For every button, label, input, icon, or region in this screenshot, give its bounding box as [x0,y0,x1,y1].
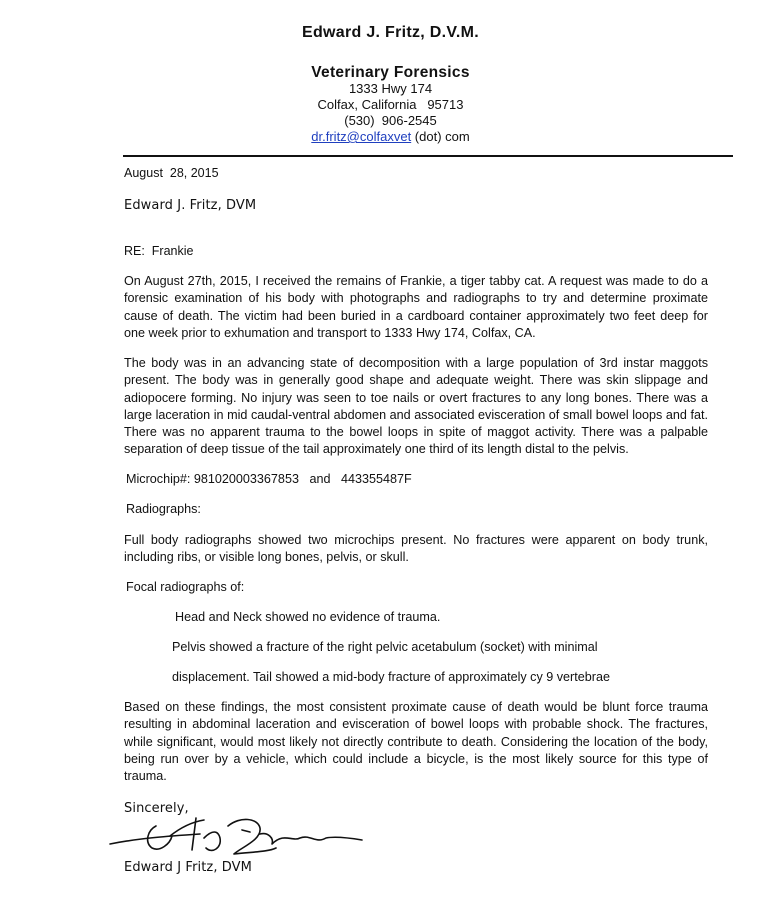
phone-number: (530) 906-2545 [344,113,437,128]
street-address: 1333 Hwy 174 [348,81,433,96]
radiographs-heading: Radiographs: [126,502,201,516]
conclusion-paragraph: Based on these findings, the most consistent proximate cause of death would be blunt force trauma resulting in abdominal laceration and evisceration of bowel loops with probable shock. The fractures, while significant, would most likely not directly contribute to death. Considering the location of the body, being run over by a vehicle, which could include a bicycle, is the most likely source for this type of trauma. [124,700,708,784]
email-link[interactable]: dr.fritz@colfaxvet [311,129,412,144]
pelvis-finding: Pelvis showed a fracture of the right pelvic acetabulum (socket) with minimal [172,640,598,654]
microchip-line: Microchip#: 981020003367853 and 443355487F [126,472,412,486]
header-divider [123,155,733,157]
intro-paragraph: On August 27th, 2015, I received the remains of Frankie, a tiger tabby cat. A request was made to do a forensic examination of his body with photographs and radiographs to try and determine proximate cause of death. The victim had been buried in a cardboard container approximately two feet deep for one week prior to exhumation and transport to 1333 Hwy 174, Colfax, CA. [124,274,708,340]
letter-date: August 28, 2015 [124,166,219,180]
re-line: RE: Frankie [124,244,194,258]
sender-line: Edward J. Fritz, DVM [124,198,257,213]
salutation: Sincerely, [124,801,189,816]
email-line [0,129,781,145]
email-suffix: (dot) com [411,129,470,144]
city-state-zip: Colfax, California 95713 [317,97,464,112]
handwritten-signature [100,808,400,868]
practice-name: Veterinary Forensics [311,64,470,81]
full-body-paragraph: Full body radiographs showed two microchips present. No fractures were apparent on body trunk, including ribs, or visible long bones, pelvis, or skull. [124,533,708,565]
condition-paragraph: The body was in an advancing state of decomposition with a large population of 3rd instar maggots present. The body was in generally good shape and adequate weight. There was skin slippage and adiopocere forming. No injury was seen to toe nails or overt fractures to any long bones. There was a large laceration in mid caudal-ventral abdomen and associated evisceration of small bowel loops and fat. There was no apparent trauma to the bowel loops in spite of maggot activity. There was a palpable separation of deep tissue of the tail approximately one third of its length distal to the pelvis. [124,356,708,457]
focal-heading: Focal radiographs of: [126,580,245,594]
signed-name: Edward J Fritz, DVM [124,860,252,875]
letterhead-name: Edward J. Fritz, D.V.M. [301,24,479,41]
head-neck-finding: Head and Neck showed no evidence of trauma. [175,610,441,624]
tail-finding: displacement. Tail showed a mid-body fracture of approximately cy 9 vertebrae [172,670,610,684]
